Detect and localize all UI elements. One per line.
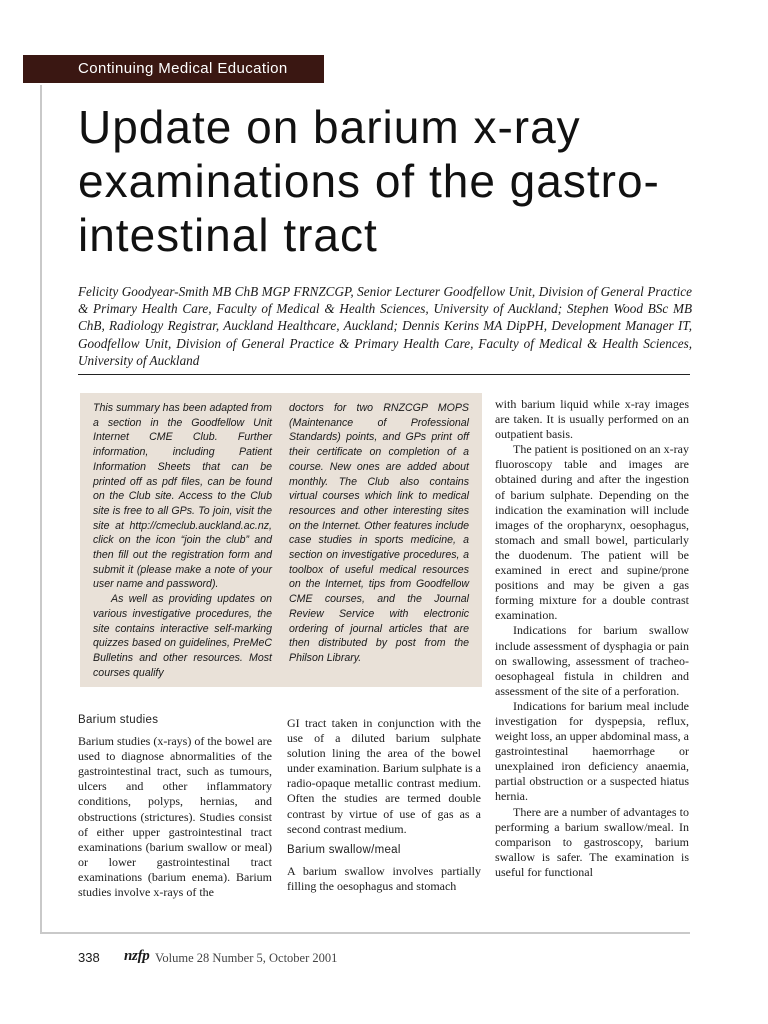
body-paragraph: There are a number of advantages to performing a barium swallow/meal. In comparison to gastroscopy, barium swallow is safer. The examination is useful for functional — [495, 804, 689, 879]
body-column-left — [78, 713, 272, 900]
body-paragraph: Barium studies (x-rays) of the bowel are used to diagnose abnormalities of the gastrointestinal tract, such as tumours, ulcers and other inflammatory conditions, polyps, hernias, and obstructions (strictures). Studies consist of either upper gastrointestinal tract examinations (barium swallow or meal) or lower gastrointestinal tract examinations (barium enema). Barium studies involve x-rays of the — [78, 734, 272, 900]
body-paragraph: The patient is positioned on an x-ray fluoroscopy table and images are obtained during and after the ingestion of barium sulphate. Depending on the indication the examination will include images of the oropharynx, oesophagus, stomach and small bowel, particularly the duodenum. The patient will be examined in erect and supine/prone positions and may be given a gas forming mixture for a double contrast examination. — [495, 442, 689, 623]
sidebar-paragraph: This summary has been adapted from a section in the Goodfellow Unit Internet CME Club. Further information, including Patient Information Sheets that can be printed off as pdf files, can be found on the Club site. Access to the Club site is free to all GPs. To join, visit the site at http://cmeclub.auckland.ac.nz, click on the icon “join the club” and then fill out the registration form and submit it (please make a note of your user name and password). — [93, 402, 272, 591]
body-paragraph: A barium swallow involves partially filling the oesophagus and stomach — [287, 863, 481, 893]
body-column-middle — [287, 716, 481, 894]
journal-logo: nzfp — [124, 948, 150, 964]
sidebar-paragraph: doctors for two RNZCGP MOPS (Maintenance of Professional Standards) points, and GPs print off their certificate on completion of a course. New ones are added about monthly. The Club also contains virtual courses which link to medical resources and other interesting sites on the Internet. Other features include case studies in sports medicine, a section on investigative procedures, a toolbox of useful medical resources on the Internet, tips from Goodfellow CME courses, and the Journal Review Service with electronic ordering of journal articles that are then distributed by post from the Philson Library. — [289, 402, 469, 664]
author-byline: Felicity Goodyear-Smith MB ChB MGP FRNZCGP, Senior Lecturer Goodfellow Unit, Division of General Practice & Primary Health Care, Faculty of Medical & Health Sciences, University of Auckland; Stephen Wood BSc MB ChB, Radiology Registrar, Auckland Healthcare, Auckland; Dennis Kerins MA DipPH, Development Manager IT, Goodfellow Unit, Division of General Practice & Primary Health Care, Faculty of Medical & Health Sciences, University of Auckland — [78, 284, 692, 368]
section-tag: Continuing Medical Education — [23, 55, 324, 83]
page-frame-left-rule — [40, 85, 42, 933]
body-paragraph: GI tract taken in conjunction with the use of a diluted barium sulphate solution lining the area of the bowel under examination. Barium sulphate is a radio-opaque metallic contrast medium. Often the studies are termed double contrast by virtue of use of gas as a second contrast medium. — [287, 716, 481, 836]
body-column-right — [495, 397, 689, 880]
sidebar-paragraph: As well as providing updates on various investigative procedures, the site contains interactive self-marking quizzes based on guidelines, PreMeC Bulletins and other resources. Most courses qualify — [93, 593, 272, 679]
article-title: Update on barium x-ray examinations of the gastro-intestinal tract — [78, 101, 660, 261]
page-frame-bottom-rule — [40, 932, 690, 934]
page-number: 338 — [78, 950, 100, 965]
section-heading-barium-studies: Barium studies — [78, 714, 159, 726]
sidebar-column-1 — [93, 401, 272, 680]
sidebar-column-2 — [289, 401, 469, 666]
byline-divider — [78, 374, 690, 375]
section-heading-barium-swallow-meal: Barium swallow/meal — [287, 843, 401, 856]
volume-info: Volume 28 Number 5, October 2001 — [155, 951, 338, 965]
body-paragraph: Indications for barium swallow include assessment of dysphagia or pain on swallowing, assessment of tracheo-oesophageal fistula in children and assessment of the site of a perforation. — [495, 623, 689, 698]
cme-club-sidebar — [80, 393, 482, 687]
body-paragraph: Indications for barium meal include investigation for dyspepsia, reflux, weight loss, an upper abdominal mass, a gastrointestinal haemorrhage or unexplained iron deficiency anaemia, partial obstruction or a suspected hiatus hernia. — [495, 698, 689, 804]
body-paragraph: with barium liquid while x-ray images are taken. It is usually performed on an outpatient basis. — [495, 397, 689, 442]
